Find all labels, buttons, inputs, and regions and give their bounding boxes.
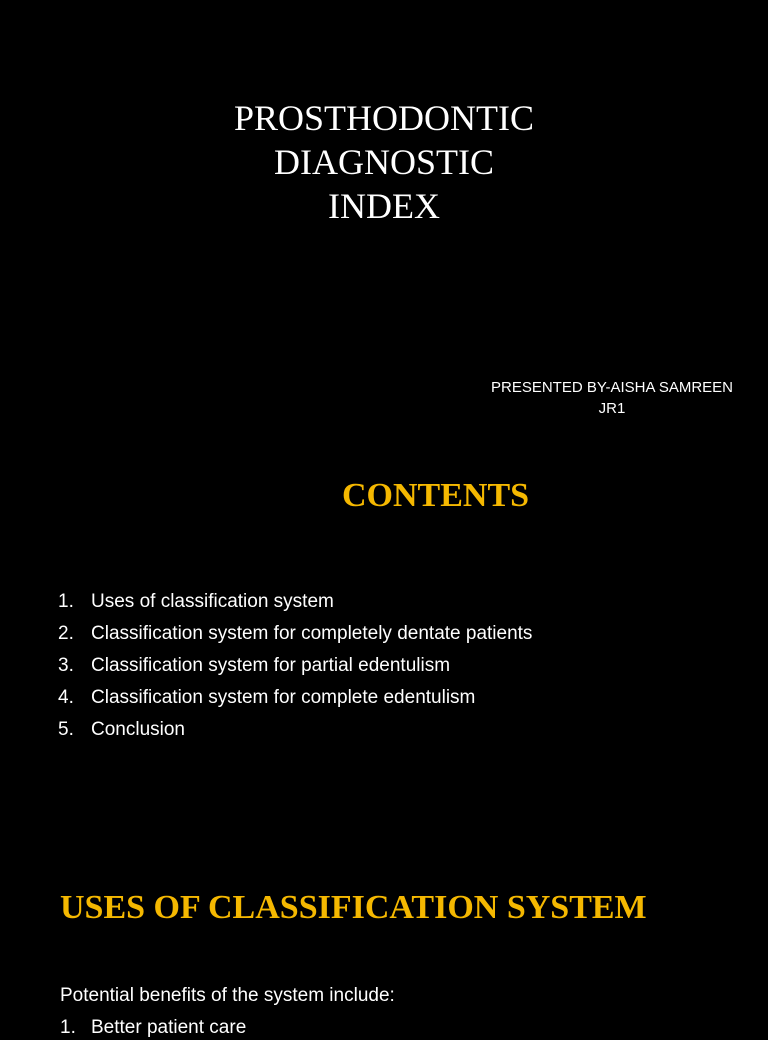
item-text: Classification system for partial edentulism bbox=[91, 655, 451, 676]
item-number: 5. bbox=[58, 719, 74, 740]
item-number: 1. bbox=[58, 591, 74, 612]
presentation-title bbox=[0, 96, 768, 228]
contents-list bbox=[58, 586, 532, 746]
presenter-name: PRESENTED BY-AISHA SAMREEN bbox=[490, 379, 733, 396]
item-text: Uses of classification system bbox=[91, 591, 334, 612]
title-line: INDEX bbox=[328, 186, 440, 226]
item-text: Better patient care bbox=[91, 1017, 247, 1038]
slide-uses bbox=[0, 800, 768, 1038]
contents-heading: CONTENTS bbox=[342, 477, 530, 514]
list-item bbox=[58, 618, 532, 650]
item-number: 1. bbox=[60, 1017, 76, 1038]
item-number: 3. bbox=[58, 655, 74, 676]
list-item bbox=[58, 650, 532, 682]
item-text: Classification system for complete edentulism bbox=[91, 687, 476, 708]
benefits-list bbox=[60, 1016, 246, 1040]
list-item bbox=[58, 714, 532, 746]
presenter-info bbox=[482, 377, 742, 419]
slide-contents bbox=[0, 440, 768, 800]
title-line: PROSTHODONTIC bbox=[233, 98, 535, 138]
presenter-role: JR1 bbox=[598, 400, 626, 417]
benefits-intro: Potential benefits of the system include: bbox=[60, 985, 395, 1006]
item-number: 2. bbox=[58, 623, 74, 644]
list-item bbox=[58, 586, 532, 618]
slide-title bbox=[0, 0, 768, 440]
list-item bbox=[58, 682, 532, 714]
item-text: Classification system for completely dentate patients bbox=[91, 623, 533, 644]
uses-heading: USES OF CLASSIFICATION SYSTEM bbox=[60, 889, 647, 926]
list-item bbox=[60, 1016, 246, 1040]
title-line: DIAGNOSTIC bbox=[274, 142, 494, 182]
item-number: 4. bbox=[58, 687, 74, 708]
item-text: Conclusion bbox=[91, 719, 185, 740]
